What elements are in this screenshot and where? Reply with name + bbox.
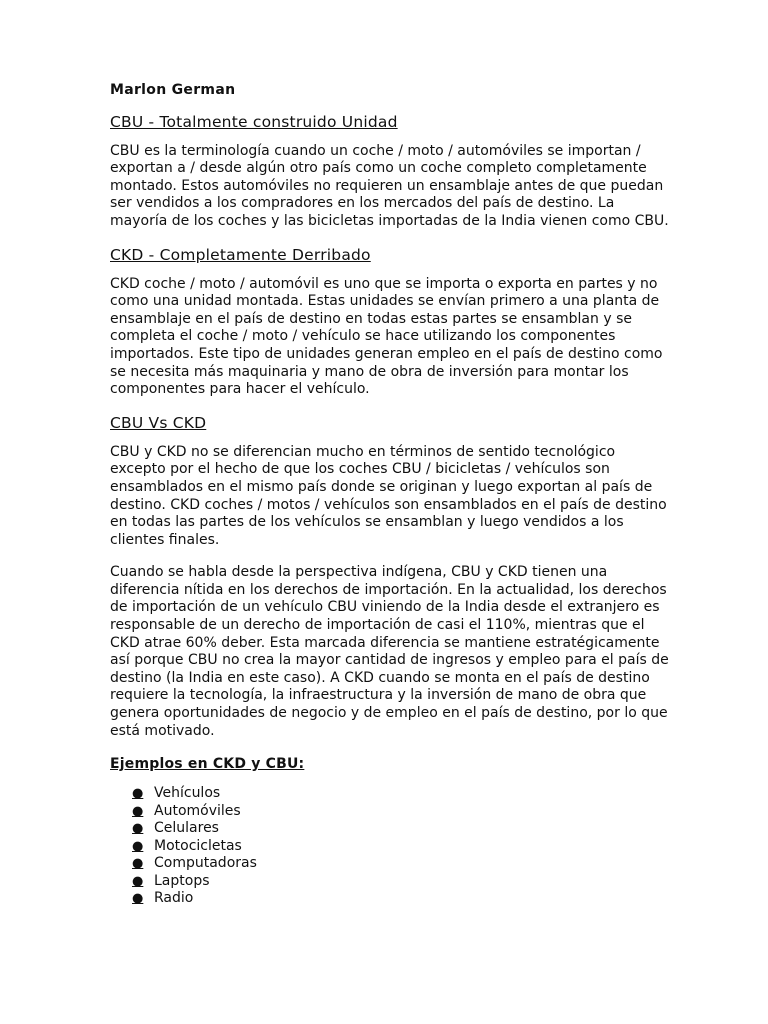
list-item <box>132 803 670 821</box>
list-item <box>132 820 670 838</box>
list-item <box>132 838 670 856</box>
list-item-label: Vehículos <box>154 785 221 802</box>
list-item-label: Celulares <box>154 820 219 837</box>
list-item-label: Automóviles <box>154 802 241 819</box>
section-heading-cbu: CBU - Totalmente construido Unidad <box>110 112 398 131</box>
author-name: Marlon German <box>110 82 236 98</box>
list-item-label: Computadoras <box>154 855 257 872</box>
list-item <box>132 785 670 803</box>
paragraph-cbu: CBU es la terminología cuando un coche / moto / automóviles se importan / exportan a / desde algún otro país como un coche completo completamente montado. Estos automóviles no requieren un ensamblaje antes de que puedan ser vendidos a los compradores en los mercados del país de destino. La mayoría de los coches y las bicicletas importadas de la India vienen como CBU. <box>110 142 669 229</box>
examples-list <box>110 785 670 908</box>
bullet-icon: ● <box>132 838 144 854</box>
list-item-label: Radio <box>154 890 194 907</box>
bullet-icon: ● <box>132 821 144 837</box>
list-item <box>132 855 670 873</box>
paragraph-cbu-vs-ckd-2: Cuando se habla desde la perspectiva indígena, CBU y CKD tienen una diferencia nítida en los derechos de importación. En la actualidad, los derechos de importación de un vehículo CBU viniendo de la India desde el extranjero es responsable de un derecho de importación de casi el 110%, mientras que el CKD atrae 60% deber. Esta marcada diferencia se mantiene estratégicamente así porque CBU no crea la mayor cantidad de ingresos y empleo para el país de destino (la India en este caso). A CKD cuando se monta en el país de destino requiere la tecnología, la infraestructura y la inversión de mano de obra que genera oportunidades de negocio y de empleo en el país de destino, por lo que está motivado. <box>110 564 669 739</box>
list-item-label: Motocicletas <box>154 837 242 854</box>
bullet-icon: ● <box>132 856 144 872</box>
section-heading-ckd: CKD - Completamente Derribado <box>110 245 371 264</box>
document-page <box>110 82 670 908</box>
paragraph-ckd: CKD coche / moto / automóvil es uno que se importa o exporta en partes y no como una unidad montada. Estas unidades se envían primero a una planta de ensamblaje en el país de destino en todas estas partes se ensamblan y se completa el coche / moto / vehículo se hace utilizando los componentes importados. Este tipo de unidades generan empleo en el país de destino como se necesita más maquinaria y mano de obra de inversión para montar los componentes para hacer el vehículo. <box>110 275 663 398</box>
bullet-icon: ● <box>132 891 144 907</box>
section-heading-cbu-vs-ckd: CBU Vs CKD <box>110 413 207 432</box>
list-item <box>132 890 670 908</box>
paragraph-cbu-vs-ckd-1: CBU y CKD no se diferencian mucho en términos de sentido tecnológico excepto por el hecho de que los coches CBU / bicicletas / vehículos son ensamblados en el mismo país donde se originan y luego exportan al país de destino. CKD coches / motos / vehículos son ensamblados en el país de destino en todas las partes de los vehículos se ensamblan y luego vendidos a los clientes finales. <box>110 443 667 548</box>
bullet-icon: ● <box>132 786 144 802</box>
examples-heading: Ejemplos en CKD y CBU: <box>110 756 305 773</box>
bullet-icon: ● <box>132 803 144 819</box>
list-item-label: Laptops <box>154 872 210 889</box>
list-item <box>132 873 670 891</box>
bullet-icon: ● <box>132 873 144 889</box>
